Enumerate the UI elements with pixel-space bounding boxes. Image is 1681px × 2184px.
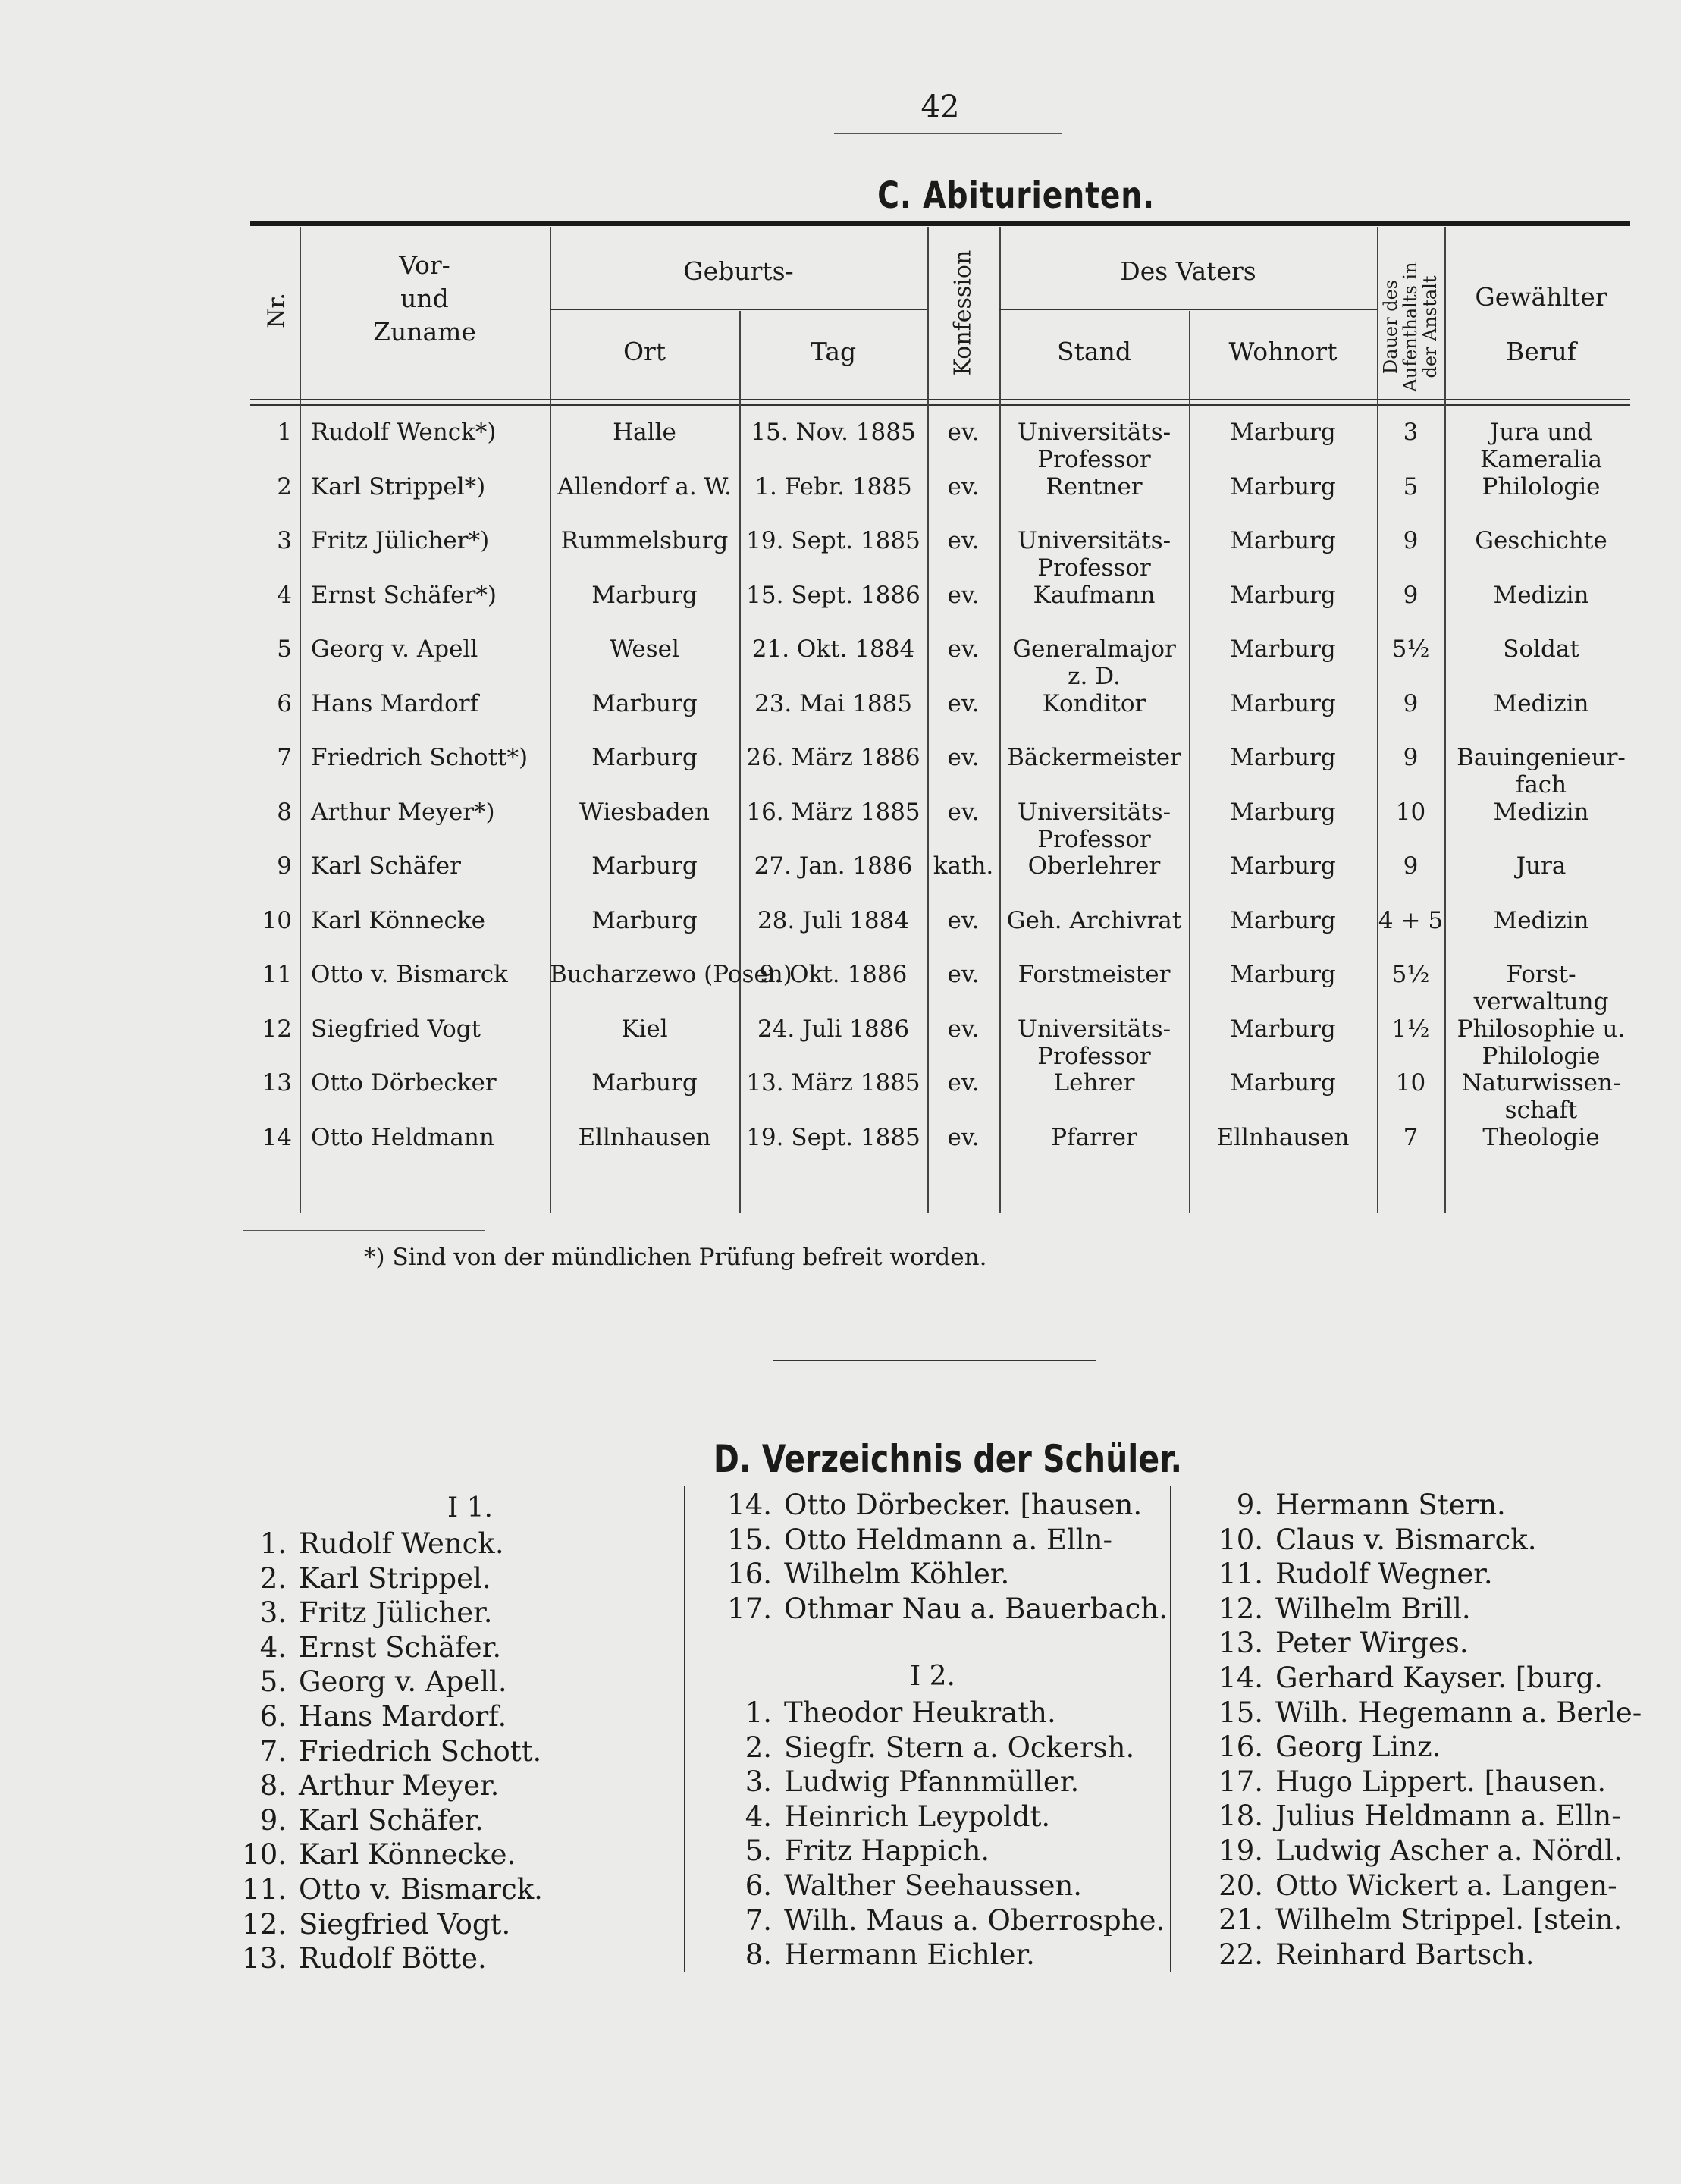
col-divider	[300, 228, 301, 1213]
cell-beruf: Bauingenieur- fach	[1457, 744, 1626, 799]
cell-konf: ev.	[947, 1069, 980, 1097]
cell-stand: Universitäts- Professor	[1017, 1015, 1171, 1070]
list-item-name: Friedrich Schott.	[299, 1735, 542, 1768]
cell-wohnort: Marburg	[1230, 582, 1336, 609]
cell-tag: 15. Sept. 1886	[746, 582, 920, 609]
list-item-number: 1.	[745, 1696, 772, 1729]
cell-tag: 28. Juli 1884	[757, 907, 910, 934]
list-item	[1203, 1903, 1622, 1937]
cell-dauer: 5½	[1391, 635, 1430, 663]
cell-beruf: Medizin	[1493, 690, 1589, 717]
list-item-number: 14.	[727, 1489, 772, 1521]
cell-stand: Generalmajor z. D.	[1012, 635, 1176, 690]
cell-nr: 6	[277, 690, 292, 717]
list-item-number: 14.	[1218, 1662, 1263, 1694]
list-item-number: 16.	[727, 1558, 772, 1590]
cell-tag: 13. März 1885	[746, 1069, 920, 1097]
list-item	[713, 1834, 989, 1868]
cell-name: Rudolf Wenck*)	[311, 419, 497, 446]
header-konfession: Konfession	[949, 249, 977, 376]
list-item-name: Hugo Lippert. [hausen.	[1275, 1765, 1607, 1798]
cell-dauer: 9	[1403, 852, 1419, 880]
cell-stand: Forstmeister	[1018, 961, 1171, 988]
list-item-name: Otto Wickert a. Langen-	[1275, 1869, 1617, 1902]
list-item-number: 8.	[259, 1769, 287, 1802]
list-item-name: Ernst Schäfer.	[299, 1631, 502, 1664]
cell-nr: 3	[277, 527, 292, 554]
cell-stand: Konditor	[1042, 690, 1146, 717]
list-item-name: Wilh. Hegemann a. Berle-	[1275, 1696, 1642, 1729]
cell-nr: 8	[277, 799, 292, 826]
cell-ort: Wiesbaden	[579, 799, 710, 826]
list-item-number: 22.	[1218, 1938, 1263, 1971]
cell-ort: Marburg	[591, 907, 698, 934]
list-item	[235, 1630, 501, 1665]
list-item-name: Wilhelm Köhler.	[784, 1558, 1010, 1590]
cell-dauer: 5	[1403, 473, 1419, 500]
list-item-name: Ludwig Ascher a. Nördl.	[1275, 1834, 1623, 1867]
cell-nr: 4	[277, 582, 292, 609]
cell-stand: Geh. Archivrat	[1006, 907, 1182, 934]
cell-wohnort: Marburg	[1230, 635, 1336, 663]
cell-nr: 14	[262, 1124, 292, 1151]
list-item	[1203, 1557, 1493, 1591]
cell-beruf: Forst- verwaltung	[1473, 961, 1609, 1015]
list-item-number: 20.	[1218, 1869, 1263, 1902]
list-item-name: Wilhelm Brill.	[1275, 1592, 1471, 1625]
list-item	[1203, 1869, 1617, 1903]
cell-wohnort: Marburg	[1230, 799, 1336, 826]
cell-ort: Marburg	[591, 852, 698, 880]
cell-wohnort: Marburg	[1230, 419, 1336, 446]
list-item-name: Peter Wirges.	[1275, 1627, 1469, 1659]
cell-beruf: Medizin	[1493, 799, 1589, 826]
cell-stand: Universitäts- Professor	[1017, 419, 1171, 473]
cell-nr: 11	[262, 961, 292, 988]
list-item-number: 4.	[745, 1800, 772, 1833]
cell-nr: 10	[262, 907, 292, 934]
list-item	[1203, 1488, 1506, 1522]
cell-konf: ev.	[947, 1015, 980, 1043]
cell-wohnort: Marburg	[1230, 961, 1336, 988]
list-item-number: 17.	[727, 1592, 772, 1625]
footnote-rule	[243, 1230, 485, 1231]
cell-ort: Bucharzewo (Posen)	[550, 961, 792, 988]
geburts-subrule	[550, 309, 927, 310]
cell-ort: Marburg	[591, 744, 698, 771]
list-item-number: 7.	[745, 1904, 772, 1937]
list-item-number: 11.	[242, 1873, 287, 1906]
list-item-name: Othmar Nau a. Bauerbach.	[784, 1592, 1168, 1625]
cell-beruf: Philosophie u. Philologie	[1457, 1015, 1626, 1070]
cell-name: Karl Schäfer	[311, 852, 461, 880]
list-item-number: 2.	[745, 1731, 772, 1764]
table-top-rule	[250, 221, 1630, 226]
col-divider	[550, 228, 551, 1213]
cell-ort: Wesel	[610, 635, 679, 663]
list-item-name: Arthur Meyer.	[299, 1769, 500, 1802]
cell-name: Karl Könnecke	[311, 907, 485, 934]
column-rule	[684, 1486, 685, 1972]
list-item-number: 5.	[745, 1834, 772, 1867]
page-number-rule	[834, 133, 1062, 134]
cell-konf: ev.	[947, 419, 980, 446]
cell-name: Otto Dörbecker	[311, 1069, 497, 1097]
cell-nr: 5	[277, 635, 292, 663]
cell-dauer: 4 + 5	[1378, 907, 1444, 934]
cell-dauer: 7	[1403, 1124, 1419, 1151]
list-item-number: 9.	[1236, 1489, 1263, 1521]
list-item-number: 6.	[259, 1700, 287, 1733]
cell-nr: 2	[277, 473, 292, 500]
cell-konf: ev.	[947, 907, 980, 934]
cell-ort: Ellnhausen	[578, 1124, 711, 1151]
cell-nr: 7	[277, 744, 292, 771]
cell-konf: ev.	[947, 635, 980, 663]
cell-nr: 13	[262, 1069, 292, 1097]
list-item	[235, 1907, 510, 1941]
list-item	[1203, 1661, 1603, 1695]
list-item	[713, 1869, 1082, 1903]
cell-konf: ev.	[947, 690, 980, 717]
list-item-name: Otto v. Bismarck.	[299, 1873, 543, 1906]
cell-tag: 19. Sept. 1885	[746, 1124, 920, 1151]
cell-tag: 9. Okt. 1886	[759, 961, 908, 988]
list-item-number: 6.	[745, 1869, 772, 1902]
list-item	[1203, 1765, 1606, 1799]
vater-subrule	[999, 309, 1377, 310]
class-heading-i2: I 2.	[909, 1661, 955, 1692]
cell-ort: Kiel	[621, 1015, 668, 1043]
list-item	[235, 1837, 516, 1872]
cell-ort: Halle	[613, 419, 676, 446]
cell-wohnort: Marburg	[1230, 907, 1336, 934]
list-item	[713, 1488, 1142, 1522]
list-item	[235, 1941, 487, 1975]
cell-wohnort: Marburg	[1230, 852, 1336, 880]
list-item	[1203, 1523, 1537, 1557]
list-item-name: Hermann Eichler.	[784, 1938, 1035, 1971]
cell-name: Ernst Schäfer*)	[311, 582, 497, 609]
cell-dauer: 10	[1395, 1069, 1426, 1097]
cell-beruf: Geschichte	[1475, 527, 1607, 554]
cell-beruf: Theologie	[1482, 1124, 1600, 1151]
cell-wohnort: Marburg	[1230, 690, 1336, 717]
cell-beruf: Soldat	[1503, 635, 1579, 663]
header-stand: Stand	[1057, 337, 1131, 366]
cell-konf: kath.	[933, 852, 994, 880]
cell-konf: ev.	[947, 582, 980, 609]
cell-konf: ev.	[947, 961, 980, 988]
cell-name: Otto Heldmann	[311, 1124, 494, 1151]
list-item-name: Rudolf Wenck.	[299, 1527, 504, 1560]
cell-name: Friedrich Schott*)	[311, 744, 528, 771]
list-item	[1203, 1938, 1535, 1972]
list-item-number: 3.	[259, 1596, 287, 1629]
list-item-name: Karl Schäfer.	[299, 1804, 484, 1837]
list-item-number: 13.	[242, 1942, 287, 1975]
cell-stand: Kaufmann	[1033, 582, 1156, 609]
cell-tag: 21. Okt. 1884	[751, 635, 915, 663]
list-item	[713, 1903, 1165, 1938]
list-item	[713, 1800, 1050, 1834]
cell-stand: Pfarrer	[1051, 1124, 1137, 1151]
list-item	[235, 1803, 484, 1837]
header-nr: Nr.	[263, 293, 290, 328]
list-item-name: Hermann Stern.	[1275, 1489, 1506, 1521]
cell-konf: ev.	[947, 1124, 980, 1151]
cell-tag: 24. Juli 1886	[757, 1015, 910, 1043]
list-item-name: Wilh. Maus a. Oberrosphe.	[784, 1904, 1165, 1937]
header-dauer: Dauer des Aufenthalts in der Anstalt	[1380, 262, 1441, 392]
list-item-name: Karl Könnecke.	[299, 1838, 516, 1871]
header-geburts: Geburts-	[683, 256, 794, 286]
list-item-number: 13.	[1218, 1627, 1263, 1659]
column-rule	[1170, 1486, 1171, 1972]
list-item	[713, 1523, 1112, 1557]
col-divider	[1377, 228, 1378, 1213]
list-item-number: 15.	[727, 1523, 772, 1556]
section-c-title: C. Abiturienten.	[877, 174, 1155, 217]
cell-wohnort: Marburg	[1230, 527, 1336, 554]
cell-nr: 1	[277, 419, 292, 446]
list-item-number: 17.	[1218, 1765, 1263, 1798]
list-item-number: 10.	[242, 1838, 287, 1871]
page-number: 42	[920, 89, 960, 124]
list-item-name: Ludwig Pfannmüller.	[784, 1765, 1080, 1798]
list-item-name: Hans Mardorf.	[299, 1700, 507, 1733]
cell-name: Siegfried Vogt	[311, 1015, 481, 1043]
list-item-name: Georg Linz.	[1275, 1731, 1441, 1763]
cell-dauer: 3	[1403, 419, 1419, 446]
list-item-number: 12.	[242, 1908, 287, 1941]
cell-wohnort: Marburg	[1230, 473, 1336, 500]
header-wohnort: Wohnort	[1228, 337, 1338, 366]
class-heading-i1: I 1.	[447, 1492, 493, 1523]
list-item	[1203, 1730, 1441, 1764]
list-item-number: 5.	[259, 1665, 287, 1698]
cell-dauer: 9	[1403, 690, 1419, 717]
list-item-name: Otto Heldmann a. Elln-	[784, 1523, 1112, 1556]
list-item	[713, 1731, 1134, 1765]
cell-ort: Allendorf a. W.	[557, 473, 732, 500]
cell-tag: 16. März 1885	[746, 799, 920, 826]
list-item-name: Karl Strippel.	[299, 1562, 491, 1595]
list-item	[235, 1596, 492, 1630]
cell-ort: Marburg	[591, 582, 698, 609]
list-item	[235, 1665, 507, 1699]
list-item	[235, 1527, 504, 1561]
list-item	[235, 1734, 541, 1768]
list-item-name: Siegfried Vogt.	[299, 1908, 511, 1941]
list-item-number: 10.	[1218, 1523, 1263, 1556]
cell-nr: 12	[262, 1015, 292, 1043]
list-item-name: Julius Heldmann a. Elln-	[1275, 1800, 1621, 1832]
list-item	[1203, 1696, 1642, 1730]
list-item-name: Claus v. Bismarck.	[1275, 1523, 1537, 1556]
cell-ort: Rummelsburg	[560, 527, 729, 554]
list-item-number: 12.	[1218, 1592, 1263, 1625]
list-item-name: Theodor Heukrath.	[784, 1696, 1056, 1729]
cell-dauer: 5½	[1391, 961, 1430, 988]
cell-dauer: 9	[1403, 527, 1419, 554]
list-item	[235, 1561, 491, 1596]
cell-tag: 27. Jan. 1886	[754, 852, 913, 880]
list-item-number: 16.	[1218, 1731, 1263, 1763]
list-item-number: 1.	[259, 1527, 287, 1560]
cell-dauer: 10	[1395, 799, 1426, 826]
cell-beruf: Medizin	[1493, 582, 1589, 609]
cell-beruf: Medizin	[1493, 907, 1589, 934]
list-item	[1203, 1834, 1623, 1868]
list-item-name: Rudolf Wegner.	[1275, 1558, 1493, 1590]
cell-name: Hans Mardorf	[311, 690, 479, 717]
cell-stand: Lehrer	[1053, 1069, 1135, 1097]
cell-dauer: 1½	[1391, 1015, 1430, 1043]
footnote: *) Sind von der mündlichen Prüfung befreit worden.	[364, 1244, 987, 1271]
section-d-title: D. Verzeichnis der Schüler.	[713, 1437, 1183, 1481]
list-item	[235, 1699, 506, 1734]
cell-beruf: Jura	[1516, 852, 1567, 880]
list-item	[1203, 1592, 1471, 1626]
list-item-number: 2.	[259, 1562, 287, 1595]
cell-name: Georg v. Apell	[311, 635, 478, 663]
list-item-name: Georg v. Apell.	[299, 1665, 507, 1698]
list-item-number: 19.	[1218, 1834, 1263, 1867]
header-name: Vor- und Zuname	[373, 250, 476, 347]
list-item-number: 18.	[1218, 1800, 1263, 1832]
list-item-number: 9.	[259, 1804, 287, 1837]
list-item	[1203, 1799, 1621, 1833]
list-item-number: 15.	[1218, 1696, 1263, 1729]
cell-konf: ev.	[947, 473, 980, 500]
list-item-number: 3.	[745, 1765, 772, 1798]
col-divider	[927, 228, 929, 1213]
cell-konf: ev.	[947, 744, 980, 771]
list-item	[713, 1557, 1009, 1591]
cell-wohnort: Marburg	[1230, 744, 1336, 771]
cell-konf: ev.	[947, 527, 980, 554]
cell-dauer: 9	[1403, 744, 1419, 771]
list-item-number: 8.	[745, 1938, 772, 1971]
list-item-number: 11.	[1218, 1558, 1263, 1590]
list-item-number: 4.	[259, 1631, 287, 1664]
cell-name: Karl Strippel*)	[311, 473, 486, 500]
list-item-number: 7.	[259, 1735, 287, 1768]
cell-name: Otto v. Bismarck	[311, 961, 508, 988]
list-item-name: Wilhelm Strippel. [stein.	[1275, 1903, 1623, 1936]
cell-stand: Universitäts- Professor	[1017, 799, 1171, 853]
list-item	[713, 1938, 1035, 1972]
cell-ort: Marburg	[591, 1069, 698, 1097]
list-item-name: Reinhard Bartsch.	[1275, 1938, 1535, 1971]
cell-tag: 1. Febr. 1885	[754, 473, 912, 500]
cell-tag: 26. März 1886	[746, 744, 920, 771]
header-beruf: Gewählter Beruf	[1475, 282, 1607, 366]
cell-beruf: Jura und Kameralia	[1480, 419, 1602, 473]
cell-dauer: 9	[1403, 582, 1419, 609]
cell-konf: ev.	[947, 799, 980, 826]
list-item	[713, 1592, 1168, 1626]
cell-stand: Bäckermeister	[1007, 744, 1181, 771]
list-item-name: Heinrich Leypoldt.	[784, 1800, 1051, 1833]
cell-tag: 15. Nov. 1885	[751, 419, 916, 446]
cell-tag: 19. Sept. 1885	[746, 527, 920, 554]
cell-stand: Rentner	[1046, 473, 1143, 500]
list-item-name: Walther Seehaussen.	[784, 1869, 1083, 1902]
list-item-name: Fritz Happich.	[784, 1834, 990, 1867]
list-item-name: Siegfr. Stern a. Ockersh.	[784, 1731, 1135, 1764]
header-bottom-rule-2	[250, 404, 1630, 406]
section-separator	[773, 1360, 1096, 1361]
list-item	[1203, 1626, 1469, 1660]
cell-wohnort: Marburg	[1230, 1069, 1336, 1097]
cell-name: Arthur Meyer*)	[311, 799, 495, 826]
cell-stand: Universitäts- Professor	[1017, 527, 1171, 582]
cell-stand: Oberlehrer	[1027, 852, 1161, 880]
cell-wohnort: Ellnhausen	[1216, 1124, 1350, 1151]
cell-ort: Marburg	[591, 690, 698, 717]
list-item-name: Gerhard Kayser. [burg.	[1275, 1662, 1603, 1694]
header-tag: Tag	[810, 337, 857, 366]
list-item	[713, 1696, 1056, 1730]
cell-tag: 23. Mai 1885	[754, 690, 913, 717]
list-item	[713, 1765, 1079, 1799]
cell-nr: 9	[277, 852, 292, 880]
cell-wohnort: Marburg	[1230, 1015, 1336, 1043]
cell-name: Fritz Jülicher*)	[311, 527, 490, 554]
list-item-name: Otto Dörbecker. [hausen.	[784, 1489, 1143, 1521]
cell-beruf: Philologie	[1482, 473, 1601, 500]
cell-beruf: Naturwissen- schaft	[1461, 1069, 1621, 1124]
list-item-name: Fritz Jülicher.	[299, 1596, 493, 1629]
header-vater: Des Vaters	[1120, 256, 1256, 286]
list-item	[235, 1872, 543, 1906]
list-item-number: 21.	[1218, 1903, 1263, 1936]
header-ort: Ort	[623, 337, 666, 366]
list-item-name: Rudolf Bötte.	[299, 1942, 487, 1975]
list-item	[235, 1768, 499, 1803]
